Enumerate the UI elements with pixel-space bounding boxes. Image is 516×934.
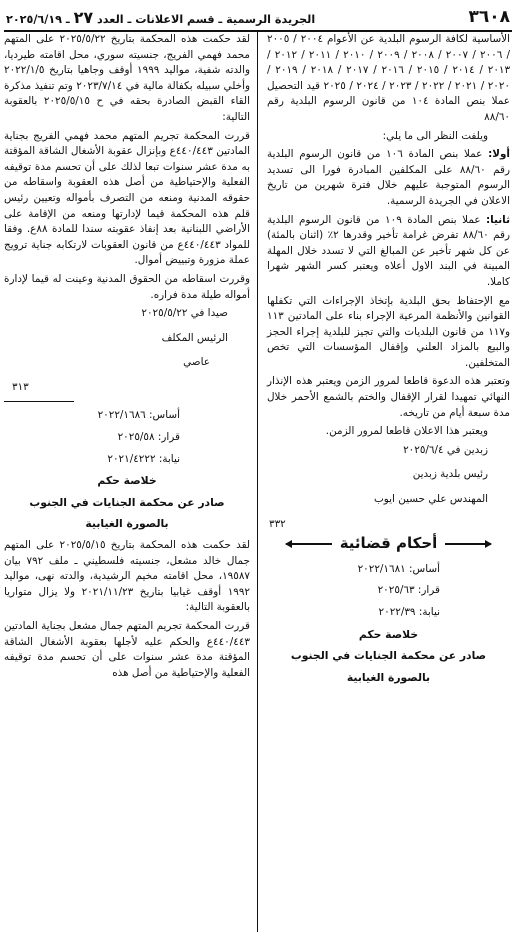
verdict-rights-paragraph: وقررت اسقاطه من الحقوق المدنية وعينت له قيما لإدارة أمواله طيلة مدة فراره. [4, 272, 250, 301]
notice-divider [4, 401, 74, 402]
signature-name: عاصي [183, 356, 210, 369]
case-decision: قرار: ٢٠٢٥/٦٣ [377, 584, 440, 597]
issue-date: ـ ٢٠٢٥/٦/١٩ [6, 13, 70, 26]
signature-date: زبدين في ٢٠٢٥/٦/٤ [403, 443, 488, 456]
heading-arrow-left [286, 543, 332, 545]
verdict-decision-1: قررت المحكمة تجريم المتهم محمد فهمي الفريج بجناية المادتين ٤٤٠/٤٤٣ع وبإنزال عقوبة الأشغال الشاقة المؤقتة به مدة عشر سنوات تبعا لذلك على أن تحسم مدة توقيفه الفعلية والإحتياطية من أصل هذه العقوبة واسقاطه من حقوقه المدنية ومنعه من التصرف بأمواله وتعيين رئيس قلم هذه المحكمة قيما لإدارتها ومنعه من الإقامة على الأراضي اللبنانية بعد إنفاذ عقوبته سندا للمادة ٨٨ع. وفقا للمواد ٤٤٠/٤٤٣ع من قانون العقوبات لارتكابه جناية ترويج عملة مزورة وتبييض أموال. [4, 129, 251, 267]
signature-title: رئيس بلدية زبدين [412, 468, 488, 481]
section-heading [267, 536, 510, 552]
publication-name: الجريدة الرسمية ـ قسم الاعلانات ـ العدد [97, 13, 316, 26]
note-intro: ويلفت النظر الى ما يلي: [382, 129, 488, 142]
signature-name: المهندس علي حسين ايوب [374, 493, 488, 506]
court-line-2: بالصورة الغيابية [85, 517, 169, 531]
first-clause-text: عملا بنص المادة ١٠٦ من قانون الرسوم البلدية رقم ٨٨/٦٠ على المكلفين المبادرة فورا الى تسديد الرسوم المتوجبة عليهم خلال فترة شهرين من تاريخ الاعلان في الجريدة الرسمية. [267, 148, 510, 207]
first-clause-lead: أولا: [488, 148, 510, 161]
fees-years-paragraph: الأساسية لكافة الرسوم البلدية عن الأعوام ٢٠٠٤ / ٢٠٠٥ / ٢٠٠٦ / ٢٠٠٧ / ٢٠٠٨ / ٢٠٠٩ / ٢٠١٠ / ٢٠١١ / ٢٠١٢ / ٢٠١٣ / ٢٠١٤ / ٢٠١٥ / ٢٠١٦ / ٢٠١٧ / ٢٠١٨ / ٢٠١٩ / ٢٠٢٠ / ٢٠٢١ / ٢٠٢٢ / ٢٠٢٣ / ٢٠٢٤ / ٢٠٢٥ قيد التحصيل عملا بنص المادة ١٠٤ من قانون الرسوم البلدية رقم ٨٨/٦٠ [267, 33, 511, 123]
second-clause-text: عملا بنص المادة ١٠٩ من قانون الرسوم البلدية رقم ٨٨/٦٠ تفرض غرامة تأخير وقدرها ٢٪ (اثنان بالمئة) عن كل شهر تأخير عن المبالغ التي لا تسدد خلال المهلة المبينة في البند الاول أعلاه ويعتبر كسر الشهر شهرا كاملا. [267, 213, 510, 288]
column-divider [257, 32, 258, 932]
summary-title: خلاصة حكم [358, 627, 419, 641]
heading-arrow-right [445, 543, 491, 545]
notice-number: ٣٣٢ [269, 517, 286, 530]
page-header [4, 6, 512, 32]
court-line-1: صادر عن محكمة الجنايات في الجنوب [290, 649, 487, 663]
second-clause [267, 213, 510, 291]
case-basis: أساس: ٢٠٢٢/١٦٨١ [357, 562, 440, 575]
issue-number: ٢٧ [73, 8, 94, 27]
signature-date: صيدا في ٢٠٢٥/٥/٢٢ [141, 307, 228, 320]
case-basis: أساس: ٢٠٢٢/١٦٨٦ [97, 409, 180, 422]
second-clause-lead: ثانيا: [485, 213, 510, 226]
first-clause [267, 147, 510, 209]
court-line-1: صادر عن محكمة الجنايات في الجنوب [29, 495, 225, 509]
section-title: أحكام قضائية [339, 534, 438, 553]
right-column [267, 32, 510, 691]
case-prosecution: نيابة: ٢٠٢١/٤٢٢٢ [107, 452, 180, 465]
page-number: ٣٦٠٨ [468, 7, 510, 27]
signature-title: الرئيس المكلف [161, 331, 228, 344]
notice-number: ٣١٣ [12, 380, 29, 393]
warning-paragraph: وتعتبر هذه الدعوة قاطعا لمرور الزمن ويعتبر هذه الإنذار النهائي تمهيدا لقرار الإقفال والختم بالشمع الأحمر خلال مدة سبعة أيام من تاريخه. [267, 375, 510, 419]
left-column [4, 32, 250, 684]
case-prosecution: نيابة: ٢٠٢٢/٣٩ [378, 606, 440, 618]
limitation-paragraph: ويعتبر هذا الاعلان قاطعا لمرور الزمن. [325, 425, 488, 438]
header-info [6, 9, 315, 29]
court-line-2: بالصورة الغيابية [346, 670, 431, 684]
summary-title: خلاصة حكم [97, 474, 157, 488]
case-decision: قرار: ٢٠٢٥/٥٨ [117, 431, 180, 444]
verdict-decision-2: قررت المحكمة تجريم المتهم جمال مشعل بجناية المادتين ٤٤٠/٤٤٣ع والحكم عليه لأجلها بعقوبة الأشغال الشاقة المؤقتة مدة عشر سنوات على أن تحسم مدة توقيفه الفعلية والإحتياطية من أصل هذه [4, 620, 250, 679]
verdict-paragraph-1: لقد حكمت هذه المحكمة بتاريخ ٢٠٢٥/٥/٢٢ على المتهم محمد فهمي الفريج، جنسيته سوري، محل اقامته طيرديا، والدته شفية، مواليد ١٩٩٩ أوقف وجاهيا بتاريخ ٢٠٢٢/١/٥ وأخلي سبيله بكفالة مالية في ٢٠٢٣/٧/١٤ وتم تنفيذ مذكرة القاء القبض الصادرة بحقه في ح ٢٠٢٥/٥/١٥ بالعقوبة التالية: [4, 33, 250, 123]
reservation-paragraph: مع الإحتفاظ بحق البلدية بإتخاذ الإجراءات التي تكفلها القوانين والأنظمة المرعية الإجراء بناء على المادتين ١١٣ و١١٧ من قانون البلديات والتي تجيز للبلدية إجراء الحجز والبيع بالمزاد العلني وإقفال المؤسسات التي تخص المتخلفين. [267, 294, 510, 369]
verdict-paragraph-2: لقد حكمت هذه المحكمة بتاريخ ٢٠٢٥/٥/١٥ على المتهم جمال خالد مشعل، جنسيته فلسطيني ـ ملف ٧٩٢ بيان ١٩٥٨٧، محل اقامته مخيم الرشيدية، والدته نهى، مواليد ١٩٩٢ أوقف غيابيا بتاريخ ٢٠٢١/١١/٢٣ ولا يزال متواريا بالعقوبة التالية: [4, 539, 251, 614]
